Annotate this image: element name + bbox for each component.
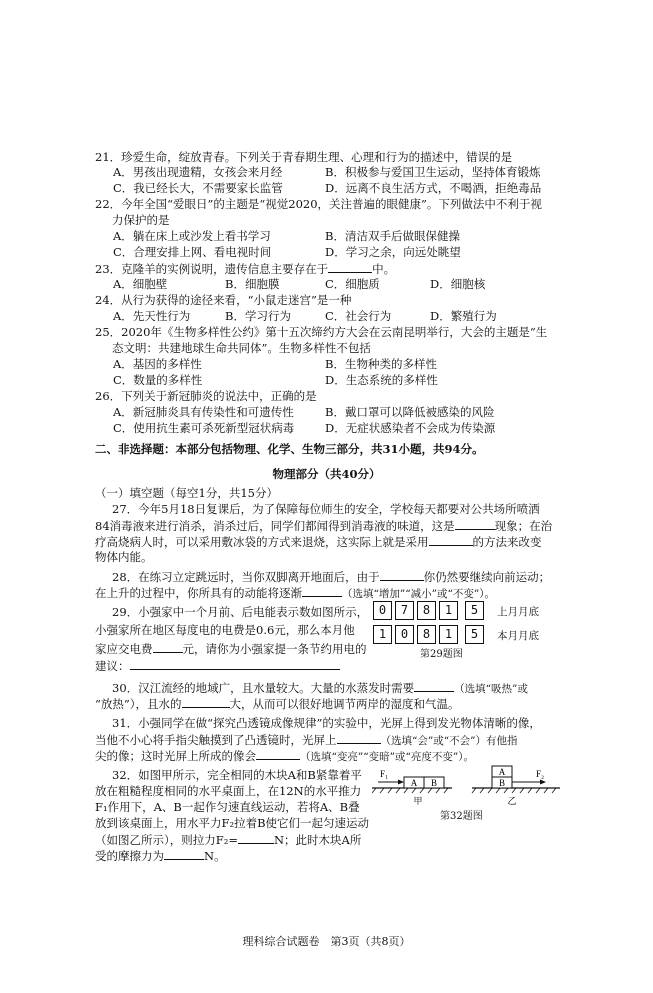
meter2-digit: 8 bbox=[417, 625, 436, 644]
q23-stem-pre: 23．克隆羊的实例说明，遗传信息主要存在于 bbox=[95, 262, 329, 276]
q28-line1-pre: 28．在练习立定跳远时，当你双脚离开地面后，由于 bbox=[112, 570, 380, 584]
q27-line3 bbox=[95, 533, 542, 550]
q21-option-d: D．远离不良生活方式，不喝酒，拒绝毒品 bbox=[325, 181, 542, 195]
q29-line3-pre: 家应交电费 bbox=[95, 642, 153, 656]
q28-line1 bbox=[112, 568, 550, 585]
q24-option-d: D．繁殖行为 bbox=[430, 309, 497, 323]
q31-line3-post: （选填“变亮”“变暗”或“亮度不变”）。 bbox=[300, 751, 474, 763]
q26-option-b: B．戴口罩可以降低被感染的风险 bbox=[325, 405, 495, 419]
meter2-label: 本月月底 bbox=[497, 630, 539, 642]
q23-stem bbox=[95, 260, 395, 277]
q24-option-c: C．社会行为 bbox=[325, 309, 392, 323]
section2-heading: 二、非选择题：本部分包括物理、化学、生物三部分，共31小题，共94分。 bbox=[95, 442, 484, 456]
q29-line4-label: 建议： bbox=[95, 659, 130, 673]
q30-blank2[interactable] bbox=[182, 695, 230, 708]
fill-in-title: （一）填空题（每空1分，共15分） bbox=[95, 486, 278, 500]
q32-line5 bbox=[95, 831, 361, 848]
q30-line1-post: （选填“吸热”或 bbox=[454, 683, 528, 695]
q21-stem: 21．珍爱生命，绽放青春。下列关于青春期生理、心理和行为的描述中，错误的是 bbox=[95, 150, 513, 164]
q29-line1: 29．小强家中一个月前、后电能表示数如图所示， bbox=[112, 605, 369, 619]
q29-line2: 小强家所在地区每度电的电费是0.6元，那么本月他 bbox=[95, 623, 355, 637]
meter1-digit: 7 bbox=[395, 601, 414, 620]
page-footer: 理科综合试题卷 第3页（共8页） bbox=[242, 935, 411, 948]
meter1-digit: 8 bbox=[417, 601, 436, 620]
q32-line6 bbox=[95, 847, 226, 864]
q23-option-a: A．细胞壁 bbox=[113, 277, 168, 291]
q29-blank1[interactable] bbox=[153, 640, 183, 653]
q31-line2-pre: 当他不小心将手指尖触摸到了凸透镜时，光屏上 bbox=[95, 733, 337, 747]
meter1-digit: 1 bbox=[439, 601, 458, 620]
q22-option-a: A．躺在床上或沙发上看书学习 bbox=[113, 229, 271, 243]
q31-line1: 31．小强同学在做“探究凸透镜成像规律”的实验中，光屏上得到发光物体清晰的像， bbox=[112, 716, 541, 730]
q21-option-c: C．我已经长大，不需要家长监管 bbox=[113, 181, 283, 195]
q32-figure-caption: 第32题图 bbox=[440, 811, 483, 822]
q27-line1: 27．今年5月18日复课后，为了保障每位师生的安全，学校每天都要对公共场所喷洒 bbox=[112, 502, 540, 516]
q25-stem-line1: 25．2020年《生物多样性公约》第十五次缔约方大会在云南昆明举行，大会的主题是“生 bbox=[95, 325, 548, 339]
q25-option-b: B．生物种类的多样性 bbox=[325, 357, 437, 371]
q27-blank2[interactable] bbox=[429, 533, 473, 546]
q23-blank[interactable] bbox=[328, 260, 372, 273]
q29-figure-caption: 第29题图 bbox=[420, 649, 463, 660]
q32-blank1[interactable] bbox=[238, 831, 274, 844]
block-b-label: B bbox=[430, 778, 438, 788]
q24-option-b: B．学习行为 bbox=[225, 309, 291, 323]
q28-line1-post: 你仍然要继续向前运动； bbox=[423, 570, 551, 584]
q28-blank1[interactable] bbox=[380, 568, 424, 581]
q28-blank2[interactable] bbox=[302, 584, 342, 597]
q27-line4: 物体内能。 bbox=[95, 550, 153, 564]
q30-line2-pre: “放热”），且水的 bbox=[95, 697, 182, 711]
meter1-label: 上月月底 bbox=[497, 606, 539, 618]
q25-stem-line2: 态文明：共建地球生命共同体”。生物多样性不包括 bbox=[112, 341, 371, 355]
q28-line2-pre: 在上升的过程中，你所具有的动能将逐渐 bbox=[95, 586, 302, 600]
meter-this-month bbox=[373, 625, 487, 644]
q30-line2-post: 大，从而可以很好地调节两岸的湿度和气温。 bbox=[229, 697, 460, 711]
q23-option-d: D．细胞核 bbox=[430, 277, 486, 291]
q26-stem: 26．下列关于新冠肺炎的说法中，正确的是 bbox=[95, 389, 317, 403]
q23-option-b: B．细胞膜 bbox=[225, 277, 280, 291]
q32-line5-pre: （如图乙所示），则拉力F₂= bbox=[95, 833, 238, 847]
block-b-label-yi: B bbox=[498, 778, 506, 788]
q27-line2-post: 现象；在治 bbox=[494, 519, 553, 533]
q27-line3-post: 的方法来改变 bbox=[472, 535, 542, 549]
q26-option-d: D．无症状感染者不会成为传染源 bbox=[325, 421, 496, 435]
q30-blank1[interactable] bbox=[414, 679, 454, 692]
q32-blank2[interactable] bbox=[164, 847, 204, 860]
q30-line2 bbox=[95, 695, 460, 712]
q22-option-d: D．学习之余，向远处眺望 bbox=[325, 245, 461, 259]
q22-option-b: B．清洁双手后做眼保健操 bbox=[325, 229, 460, 243]
q31-blank2[interactable] bbox=[256, 747, 300, 760]
q23-stem-post: 中。 bbox=[372, 262, 396, 276]
q32-line4: 放到该桌面上，用水平力F₂拉着B使它们一起匀速运动 bbox=[95, 816, 370, 830]
block-a-label-yi: A bbox=[498, 767, 506, 777]
meter2-digit: 1 bbox=[439, 625, 458, 644]
q25-option-c: C．数量的多样性 bbox=[113, 373, 203, 387]
q21-option-b: B．积极参与爱国卫生运动，坚持体育锻炼 bbox=[325, 165, 541, 179]
q27-line2-pre: 84消毒液来进行消杀，消杀过后，同学们都闻得到消毒液的味道，这是 bbox=[95, 519, 455, 533]
q24-option-a: A．先天性行为 bbox=[113, 309, 191, 323]
q31-line3-pre: 尖的像；这时光屏上所成的像会 bbox=[95, 749, 256, 763]
q25-option-a: A．基因的多样性 bbox=[113, 357, 202, 371]
q31-blank1[interactable] bbox=[337, 731, 381, 744]
q29-line3 bbox=[95, 640, 367, 657]
q25-option-d: D．生态系统的多样性 bbox=[325, 373, 438, 387]
physics-title: 物理部分（共40分） bbox=[272, 467, 381, 481]
q32-line3: F₁作用下，A、B一起作匀速直线运动，若将A、B叠 bbox=[95, 800, 360, 814]
q32-line2: 放在粗糙程度相同的水平桌面上，在12N的水平推力 bbox=[95, 784, 362, 798]
force-f2-label: F₂ bbox=[536, 769, 545, 779]
q22-option-c: C．合理安排上网、看电视时间 bbox=[113, 245, 272, 259]
q32-line6-pre: 受的摩擦力为 bbox=[95, 849, 164, 863]
q29-line3-post: 元，请你为小强家提一条节约用电的 bbox=[182, 642, 367, 656]
q27-line2 bbox=[95, 517, 552, 534]
q32-line1: 32．如图甲所示，完全相同的木块A和B紧靠着平 bbox=[112, 768, 362, 782]
q27-line3-pre: 疗高烧病人时，可以采用敷冰袋的方式来退烧，这实际上就是采用 bbox=[95, 535, 429, 549]
q22-stem-line1: 22．今年全国“爱眼日”的主题是“视觉2020，关注普遍的眼健康”。下列做法中不利于视 bbox=[95, 197, 542, 211]
q32-line5-post: N；此时木块A所 bbox=[273, 833, 362, 847]
meter2-digit: 1 bbox=[373, 625, 392, 644]
meter2-digit: 0 bbox=[395, 625, 414, 644]
q24-stem: 24．从行为获得的途径来看，“小鼠走迷宫”是一种 bbox=[95, 293, 352, 307]
meter1-digit: 0 bbox=[373, 601, 392, 620]
q32-line6-post: N。 bbox=[204, 849, 226, 863]
q28-line2-post: （选填“增加”“减小”或“不变”）。 bbox=[342, 588, 495, 600]
q26-option-c: C．使用抗生素可杀死新型冠状病毒 bbox=[113, 421, 295, 435]
figure-jia-label: 甲 bbox=[413, 796, 423, 806]
q29-line4 bbox=[95, 657, 340, 674]
q22-stem-line2: 力保护的是 bbox=[112, 213, 170, 227]
q27-blank1[interactable] bbox=[455, 517, 495, 530]
meter2-decimal-digit: 5 bbox=[465, 625, 484, 644]
meter1-decimal-digit: 5 bbox=[465, 601, 484, 620]
q31-line2-post: （选填“会”或“不会”）有他指 bbox=[380, 735, 518, 747]
q23-option-c: C．细胞质 bbox=[325, 277, 380, 291]
figure-yi-label: 乙 bbox=[507, 796, 517, 806]
q28-line2 bbox=[95, 584, 495, 602]
force-f1-label: F₁ bbox=[380, 769, 389, 779]
meter-last-month bbox=[373, 601, 487, 620]
q30-line1-pre: 30．汉江流经的地域广，且水量较大。大量的水蒸发时需要 bbox=[112, 681, 415, 695]
q21-option-a: A．男孩出现遗精，女孩会来月经 bbox=[113, 165, 283, 179]
q29-blank2[interactable] bbox=[130, 657, 340, 670]
q26-option-a: A．新冠肺炎具有传染性和可遗传性 bbox=[113, 405, 294, 419]
block-a-label: A bbox=[410, 778, 418, 788]
